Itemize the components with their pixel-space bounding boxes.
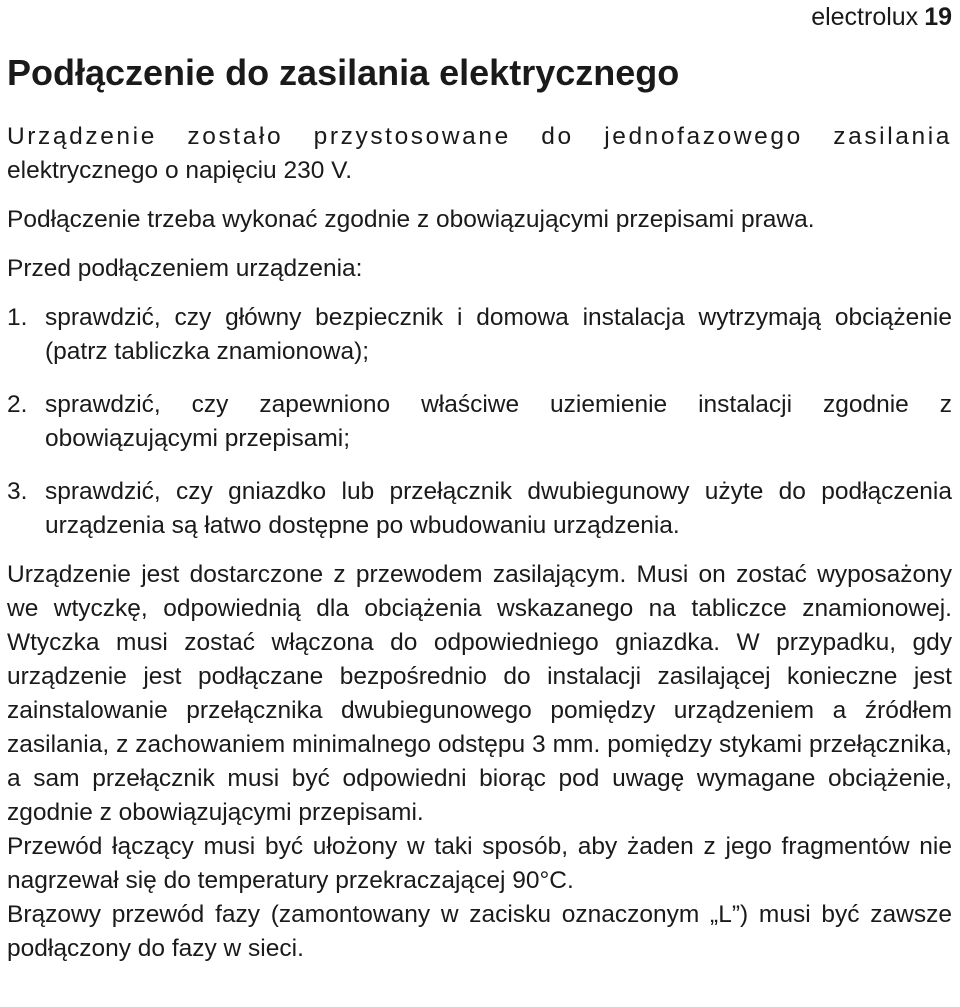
step-item <box>7 301 952 369</box>
intro-line-1: Urządzenie zostało przystosowane do jednofazowego zasilania <box>7 123 952 150</box>
page-header <box>811 2 952 32</box>
step-text: sprawdzić, czy zapewniono właściwe uziemienie instalacji zgodnie z obowiązującymi przepisami; <box>45 391 952 452</box>
law-note: Podłączenie trzeba wykonać zgodnie z obowiązującymi przepisami prawa. <box>7 206 815 233</box>
step-number: 1. <box>7 304 28 331</box>
step-item <box>7 388 952 456</box>
step-number: 3. <box>7 478 28 505</box>
brand-name: electrolux <box>811 3 919 31</box>
paragraph-temperature: Przewód łączący musi być ułożony w taki sposób, aby żaden z jego fragmentów nie nagrzewał się do temperatury przekraczającej 90°C. <box>7 833 952 894</box>
page-number: 19 <box>924 3 952 31</box>
paragraph-phase-wire: Brązowy przewód fazy (zamontowany w zacisku oznaczonym „L”) musi być zawsze podłączony do fazy w sieci. <box>7 901 952 962</box>
before-connection-label: Przed podłączeniem urządzenia: <box>7 255 363 282</box>
step-item <box>7 475 952 543</box>
paragraph-power-cable: Urządzenie jest dostarczone z przewodem zasilającym. Musi on zostać wyposażony we wtyczkę, odpowiednią dla obciążenia wskazanego na tabliczce znamionowej. Wtyczka musi zostać włączona do odpowiedniego gniazdka. W przypadku, gdy urządzenie jest podłączane bezpośrednio do instalacji zasilającej konieczne jest zainstalowanie przełącznika dwubiegunowego pomiędzy urządzeniem a źródłem zasilania, z zachowaniem minimalnego odstępu 3 mm. pomiędzy stykami przełącznika, a sam przełącznik musi być odpowiedni biorąc pod uwagę wymagane obciążenie, zgodnie z obowiązującymi przepisami. <box>7 561 952 826</box>
document-body <box>7 120 952 966</box>
intro-line-2: elektrycznego o napięciu 230 V. <box>7 157 353 184</box>
step-number: 2. <box>7 391 28 418</box>
page-title: Podłączenie do zasilania elektrycznego <box>7 52 680 93</box>
step-text: sprawdzić, czy główny bezpiecznik i domowa instalacja wytrzymają obciążenie (patrz tabliczka znamionowa); <box>45 304 952 365</box>
step-text: sprawdzić, czy gniazdko lub przełącznik dwubiegunowy użyte do podłączenia urządzenia są łatwo dostępne po wbudowaniu urządzenia. <box>45 478 952 539</box>
